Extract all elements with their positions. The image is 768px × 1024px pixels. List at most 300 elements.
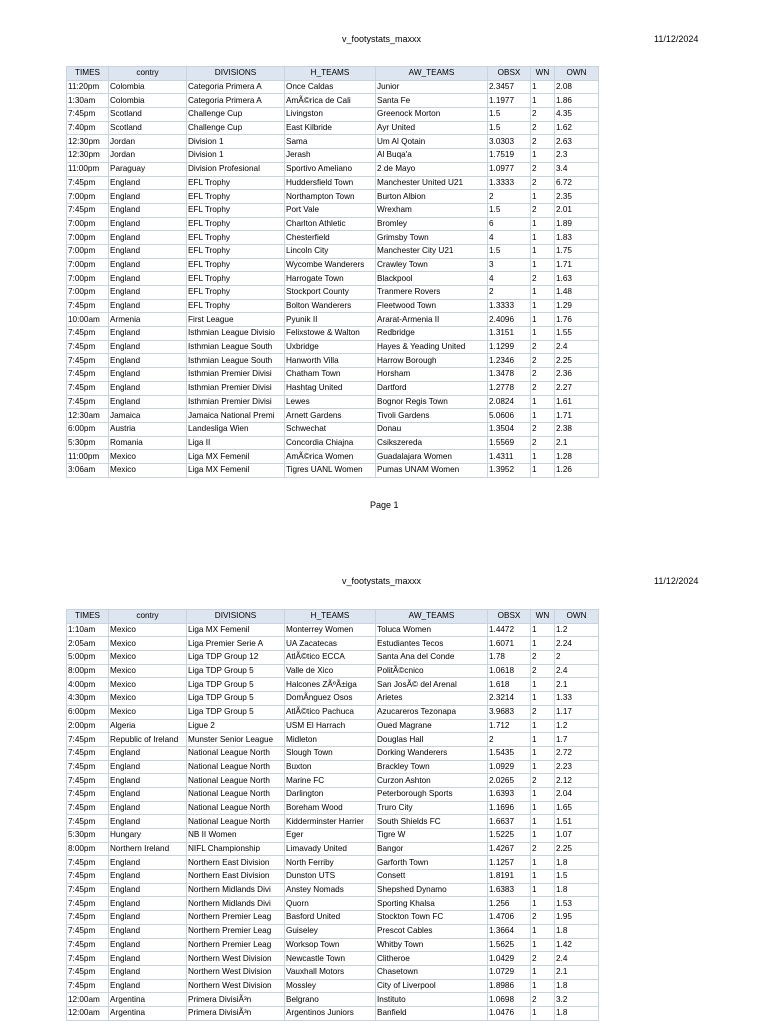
cell-own: 2 <box>555 651 599 665</box>
cell-division: EFL Trophy <box>187 231 285 245</box>
cell-own: 1.2 <box>555 623 599 637</box>
cell-division: Northern East Division <box>187 856 285 870</box>
cell-country: England <box>109 760 187 774</box>
cell-division: Liga TDP Group 5 <box>187 678 285 692</box>
cell-time: 12:30am <box>67 409 109 423</box>
cell-wn: 1 <box>531 1006 555 1020</box>
cell-division: Northern East Division <box>187 870 285 884</box>
cell-own: 1.26 <box>555 463 599 477</box>
cell-own: 2.23 <box>555 760 599 774</box>
cell-home-team: AmÃ©rica Women <box>285 450 376 464</box>
cell-country: England <box>109 354 187 368</box>
cell-own: 1.86 <box>555 94 599 108</box>
cell-country: England <box>109 856 187 870</box>
table-row <box>67 911 599 925</box>
cell-division: Jamaica National Premi <box>187 409 285 423</box>
cell-own: 1.53 <box>555 897 599 911</box>
table-row <box>67 924 599 938</box>
table-row <box>67 340 599 354</box>
cell-country: Austria <box>109 422 187 436</box>
cell-wn: 2 <box>531 340 555 354</box>
column-header-obsx: OBSX <box>488 610 531 624</box>
cell-obsx: 1.3952 <box>488 463 531 477</box>
cell-obsx: 1.256 <box>488 897 531 911</box>
cell-wn: 1 <box>531 897 555 911</box>
cell-home-team: Newcastle Town <box>285 952 376 966</box>
cell-time: 4:30pm <box>67 692 109 706</box>
table-row <box>67 787 599 801</box>
cell-away-team: Peterborough Sports <box>376 787 488 801</box>
table-row <box>67 244 599 258</box>
cell-country: England <box>109 883 187 897</box>
cell-home-team: Slough Town <box>285 746 376 760</box>
cell-division: Liga Premier Serie A <box>187 637 285 651</box>
cell-home-team: Once Caldas <box>285 80 376 94</box>
cell-country: England <box>109 176 187 190</box>
cell-obsx: 1.5 <box>488 203 531 217</box>
cell-wn: 1 <box>531 678 555 692</box>
cell-obsx: 3.9683 <box>488 705 531 719</box>
cell-obsx: 1.5569 <box>488 436 531 450</box>
cell-obsx: 1.5225 <box>488 829 531 843</box>
cell-away-team: Al Buqa'a <box>376 149 488 163</box>
cell-obsx: 4 <box>488 231 531 245</box>
column-header-division: DIVISIONS <box>187 610 285 624</box>
table-row <box>67 354 599 368</box>
cell-division: Primera DivisiÃ³n <box>187 993 285 1007</box>
cell-country: Scotland <box>109 108 187 122</box>
cell-away-team: Ayr United <box>376 121 488 135</box>
cell-away-team: Chasetown <box>376 965 488 979</box>
cell-own: 1.7 <box>555 733 599 747</box>
cell-own: 2.35 <box>555 190 599 204</box>
cell-away-team: Sporting Khalsa <box>376 897 488 911</box>
cell-division: Liga TDP Group 12 <box>187 651 285 665</box>
cell-obsx: 1.2778 <box>488 381 531 395</box>
cell-country: Mexico <box>109 623 187 637</box>
cell-time: 10:00am <box>67 313 109 327</box>
cell-home-team: AtlÃ©tico ECCA <box>285 651 376 665</box>
cell-own: 1.17 <box>555 705 599 719</box>
cell-division: Primera DivisiÃ³n <box>187 1006 285 1020</box>
cell-obsx: 6 <box>488 217 531 231</box>
cell-division: EFL Trophy <box>187 176 285 190</box>
cell-wn: 1 <box>531 924 555 938</box>
cell-country: Algeria <box>109 719 187 733</box>
cell-obsx: 2 <box>488 733 531 747</box>
table-row <box>67 450 599 464</box>
table-row <box>67 327 599 341</box>
cell-division: Liga II <box>187 436 285 450</box>
cell-own: 1.48 <box>555 286 599 300</box>
table-row <box>67 149 599 163</box>
cell-country: Argentina <box>109 993 187 1007</box>
cell-country: Paraguay <box>109 162 187 176</box>
cell-division: National League North <box>187 760 285 774</box>
cell-own: 2.72 <box>555 746 599 760</box>
cell-country: Armenia <box>109 313 187 327</box>
cell-home-team: Anstey Nomads <box>285 883 376 897</box>
table-row <box>67 801 599 815</box>
cell-obsx: 1.4311 <box>488 450 531 464</box>
column-header-away-team: AW_TEAMS <box>376 67 488 81</box>
cell-own: 2.63 <box>555 135 599 149</box>
cell-wn: 1 <box>531 637 555 651</box>
cell-obsx: 1.5 <box>488 121 531 135</box>
cell-own: 1.8 <box>555 883 599 897</box>
cell-home-team: Limavady United <box>285 842 376 856</box>
cell-own: 2.4 <box>555 340 599 354</box>
table-row <box>67 774 599 788</box>
cell-division: Northern Premier Leag <box>187 938 285 952</box>
cell-own: 2.4 <box>555 664 599 678</box>
cell-division: Northern Premier Leag <box>187 911 285 925</box>
table-row <box>67 760 599 774</box>
cell-time: 7:45pm <box>67 176 109 190</box>
table-row <box>67 108 599 122</box>
cell-obsx: 1.0698 <box>488 993 531 1007</box>
cell-away-team: Fleetwood Town <box>376 299 488 313</box>
cell-wn: 1 <box>531 299 555 313</box>
cell-country: Mexico <box>109 705 187 719</box>
column-header-division: DIVISIONS <box>187 67 285 81</box>
cell-home-team: Eger <box>285 829 376 843</box>
cell-country: Colombia <box>109 94 187 108</box>
cell-own: 1.8 <box>555 979 599 993</box>
table-row <box>67 368 599 382</box>
cell-country: England <box>109 258 187 272</box>
cell-division: EFL Trophy <box>187 258 285 272</box>
cell-away-team: San JosÃ© del Arenal <box>376 678 488 692</box>
cell-away-team: PolitÃ©cnico <box>376 664 488 678</box>
cell-away-team: Redbridge <box>376 327 488 341</box>
cell-division: National League North <box>187 746 285 760</box>
cell-wn: 1 <box>531 244 555 258</box>
cell-country: England <box>109 299 187 313</box>
cell-wn: 1 <box>531 938 555 952</box>
cell-wn: 2 <box>531 354 555 368</box>
cell-own: 1.83 <box>555 231 599 245</box>
cell-wn: 2 <box>531 368 555 382</box>
cell-division: Challenge Cup <box>187 121 285 135</box>
cell-time: 1:30am <box>67 94 109 108</box>
cell-home-team: Concordia Chiajna <box>285 436 376 450</box>
cell-home-team: Boreham Wood <box>285 801 376 815</box>
cell-country: Republic of Ireland <box>109 733 187 747</box>
cell-time: 7:45pm <box>67 108 109 122</box>
cell-wn: 2 <box>531 842 555 856</box>
cell-obsx: 2.0265 <box>488 774 531 788</box>
cell-time: 6:00pm <box>67 705 109 719</box>
page-footer: Page 1 <box>370 500 399 510</box>
cell-division: Categoria Primera A <box>187 80 285 94</box>
cell-time: 7:45pm <box>67 299 109 313</box>
cell-own: 2.1 <box>555 678 599 692</box>
table-row <box>67 272 599 286</box>
cell-division: National League North <box>187 815 285 829</box>
cell-country: Romania <box>109 436 187 450</box>
cell-obsx: 1.0729 <box>488 965 531 979</box>
cell-away-team: Dartford <box>376 381 488 395</box>
cell-home-team: Sama <box>285 135 376 149</box>
cell-division: Categoria Primera A <box>187 94 285 108</box>
cell-home-team: Belgrano <box>285 993 376 1007</box>
cell-away-team: Truro City <box>376 801 488 815</box>
cell-division: Isthmian Premier Divisi <box>187 368 285 382</box>
cell-away-team: Blackpool <box>376 272 488 286</box>
cell-home-team: Charlton Athletic <box>285 217 376 231</box>
cell-obsx: 1.0476 <box>488 1006 531 1020</box>
cell-away-team: 2 de Mayo <box>376 162 488 176</box>
report-date: 11/12/2024 <box>654 34 699 44</box>
cell-home-team: Darlington <box>285 787 376 801</box>
cell-home-team: Hashtag United <box>285 381 376 395</box>
cell-country: England <box>109 286 187 300</box>
cell-obsx: 1.4472 <box>488 623 531 637</box>
cell-own: 4.35 <box>555 108 599 122</box>
cell-own: 1.76 <box>555 313 599 327</box>
cell-away-team: Prescot Cables <box>376 924 488 938</box>
cell-division: EFL Trophy <box>187 203 285 217</box>
cell-own: 2.1 <box>555 965 599 979</box>
cell-division: Northern West Division <box>187 965 285 979</box>
cell-away-team: South Shields FC <box>376 815 488 829</box>
cell-own: 2.38 <box>555 422 599 436</box>
table-row <box>67 938 599 952</box>
cell-away-team: Tivoli Gardens <box>376 409 488 423</box>
cell-away-team: Bromley <box>376 217 488 231</box>
cell-country: Jordan <box>109 149 187 163</box>
cell-home-team: Felixstowe & Walton <box>285 327 376 341</box>
cell-country: England <box>109 272 187 286</box>
cell-division: Liga TDP Group 5 <box>187 664 285 678</box>
cell-own: 1.5 <box>555 870 599 884</box>
cell-wn: 2 <box>531 911 555 925</box>
cell-obsx: 1.1257 <box>488 856 531 870</box>
cell-wn: 1 <box>531 856 555 870</box>
table-row <box>67 897 599 911</box>
cell-away-team: Greenock Morton <box>376 108 488 122</box>
cell-time: 7:45pm <box>67 924 109 938</box>
cell-away-team: Shepshed Dynamo <box>376 883 488 897</box>
cell-own: 1.61 <box>555 395 599 409</box>
cell-division: Northern Midlands Divi <box>187 883 285 897</box>
column-header-wn: WN <box>531 610 555 624</box>
cell-time: 12:00am <box>67 993 109 1007</box>
table-row <box>67 463 599 477</box>
cell-home-team: Livingston <box>285 108 376 122</box>
header-row <box>67 67 599 81</box>
cell-country: England <box>109 787 187 801</box>
cell-own: 2.36 <box>555 368 599 382</box>
cell-time: 7:45pm <box>67 787 109 801</box>
cell-home-team: Schwechat <box>285 422 376 436</box>
cell-obsx: 1.0929 <box>488 760 531 774</box>
cell-obsx: 1.5625 <box>488 938 531 952</box>
cell-obsx: 1.0618 <box>488 664 531 678</box>
cell-away-team: Manchester United U21 <box>376 176 488 190</box>
cell-time: 7:00pm <box>67 286 109 300</box>
cell-country: England <box>109 395 187 409</box>
table-row <box>67 746 599 760</box>
cell-home-team: Vauxhall Motors <box>285 965 376 979</box>
page-2-header <box>0 576 768 590</box>
header-row <box>67 610 599 624</box>
cell-time: 7:45pm <box>67 897 109 911</box>
cell-country: England <box>109 815 187 829</box>
cell-time: 12:30pm <box>67 149 109 163</box>
cell-time: 7:00pm <box>67 231 109 245</box>
cell-away-team: Brackley Town <box>376 760 488 774</box>
table-row <box>67 176 599 190</box>
cell-obsx: 1.8191 <box>488 870 531 884</box>
cell-time: 7:45pm <box>67 965 109 979</box>
cell-obsx: 1.5 <box>488 244 531 258</box>
cell-own: 1.89 <box>555 217 599 231</box>
cell-division: Liga TDP Group 5 <box>187 692 285 706</box>
cell-division: Northern West Division <box>187 979 285 993</box>
cell-division: Division 1 <box>187 149 285 163</box>
cell-division: EFL Trophy <box>187 190 285 204</box>
cell-obsx: 1.2346 <box>488 354 531 368</box>
cell-division: Northern Premier Leag <box>187 924 285 938</box>
cell-wn: 2 <box>531 436 555 450</box>
cell-obsx: 1.3333 <box>488 299 531 313</box>
cell-wn: 1 <box>531 450 555 464</box>
cell-home-team: UA Zacatecas <box>285 637 376 651</box>
cell-country: England <box>109 231 187 245</box>
cell-own: 2.12 <box>555 774 599 788</box>
column-header-country: contry <box>109 610 187 624</box>
cell-away-team: Consett <box>376 870 488 884</box>
cell-time: 2:05am <box>67 637 109 651</box>
cell-wn: 1 <box>531 231 555 245</box>
cell-own: 1.95 <box>555 911 599 925</box>
column-header-own: OWN <box>555 67 599 81</box>
cell-country: England <box>109 381 187 395</box>
cell-away-team: Tigre W <box>376 829 488 843</box>
cell-obsx: 1.3478 <box>488 368 531 382</box>
cell-wn: 1 <box>531 870 555 884</box>
cell-home-team: Midleton <box>285 733 376 747</box>
table-row <box>67 870 599 884</box>
data-table-page-2 <box>66 609 599 1021</box>
cell-own: 1.63 <box>555 272 599 286</box>
cell-time: 5:30pm <box>67 829 109 843</box>
cell-time: 7:45pm <box>67 815 109 829</box>
cell-away-team: Whitby Town <box>376 938 488 952</box>
cell-wn: 2 <box>531 993 555 1007</box>
table-row <box>67 651 599 665</box>
cell-time: 2:00pm <box>67 719 109 733</box>
cell-time: 7:45pm <box>67 801 109 815</box>
cell-time: 7:45pm <box>67 354 109 368</box>
cell-obsx: 4 <box>488 272 531 286</box>
cell-away-team: Hayes & Yeading United <box>376 340 488 354</box>
cell-time: 7:40pm <box>67 121 109 135</box>
cell-country: England <box>109 327 187 341</box>
cell-division: First League <box>187 313 285 327</box>
cell-home-team: Sportivo Ameliano <box>285 162 376 176</box>
cell-away-team: Bangor <box>376 842 488 856</box>
table-row <box>67 856 599 870</box>
cell-home-team: Jerash <box>285 149 376 163</box>
cell-away-team: Douglas Hall <box>376 733 488 747</box>
cell-wn: 1 <box>531 829 555 843</box>
cell-wn: 2 <box>531 108 555 122</box>
cell-time: 12:00am <box>67 1006 109 1020</box>
cell-own: 1.42 <box>555 938 599 952</box>
cell-wn: 1 <box>531 733 555 747</box>
cell-obsx: 1.1299 <box>488 340 531 354</box>
cell-own: 1.71 <box>555 409 599 423</box>
cell-obsx: 2 <box>488 190 531 204</box>
cell-home-team: Kidderminster Harrier <box>285 815 376 829</box>
cell-country: Mexico <box>109 651 187 665</box>
table-row <box>67 965 599 979</box>
cell-home-team: USM El Harrach <box>285 719 376 733</box>
cell-time: 7:45pm <box>67 938 109 952</box>
cell-wn: 1 <box>531 286 555 300</box>
table-row <box>67 121 599 135</box>
cell-own: 1.55 <box>555 327 599 341</box>
cell-wn: 1 <box>531 409 555 423</box>
cell-country: England <box>109 938 187 952</box>
cell-away-team: Oued Magrane <box>376 719 488 733</box>
cell-home-team: Harrogate Town <box>285 272 376 286</box>
cell-obsx: 2 <box>488 286 531 300</box>
column-header-away-team: AW_TEAMS <box>376 610 488 624</box>
cell-country: Mexico <box>109 664 187 678</box>
cell-away-team: Toluca Women <box>376 623 488 637</box>
table-row <box>67 733 599 747</box>
cell-own: 1.8 <box>555 856 599 870</box>
cell-away-team: City of Liverpool <box>376 979 488 993</box>
cell-away-team: Banfield <box>376 1006 488 1020</box>
table-row <box>67 258 599 272</box>
cell-wn: 2 <box>531 422 555 436</box>
cell-division: Liga MX Femenil <box>187 450 285 464</box>
cell-division: Isthmian Premier Divisi <box>187 381 285 395</box>
cell-division: EFL Trophy <box>187 299 285 313</box>
cell-home-team: Huddersfield Town <box>285 176 376 190</box>
cell-wn: 1 <box>531 623 555 637</box>
cell-country: England <box>109 897 187 911</box>
cell-country: Mexico <box>109 463 187 477</box>
cell-country: England <box>109 952 187 966</box>
cell-away-team: Santa Fe <box>376 94 488 108</box>
cell-home-team: Stockport County <box>285 286 376 300</box>
table-row <box>67 979 599 993</box>
cell-time: 4:00pm <box>67 678 109 692</box>
cell-home-team: AmÃ©rica de Cali <box>285 94 376 108</box>
cell-time: 5:30pm <box>67 436 109 450</box>
cell-time: 12:30pm <box>67 135 109 149</box>
cell-home-team: Lewes <box>285 395 376 409</box>
cell-own: 1.28 <box>555 450 599 464</box>
cell-time: 11:00pm <box>67 162 109 176</box>
cell-division: Northern Midlands Divi <box>187 897 285 911</box>
cell-away-team: Burton Albion <box>376 190 488 204</box>
cell-home-team: AtlÃ©tico Pachuca <box>285 705 376 719</box>
cell-country: England <box>109 911 187 925</box>
cell-home-team: Port Vale <box>285 203 376 217</box>
cell-home-team: Monterrey Women <box>285 623 376 637</box>
table-row <box>67 162 599 176</box>
table-row <box>67 692 599 706</box>
cell-wn: 2 <box>531 705 555 719</box>
cell-home-team: DomÃnguez Osos <box>285 692 376 706</box>
